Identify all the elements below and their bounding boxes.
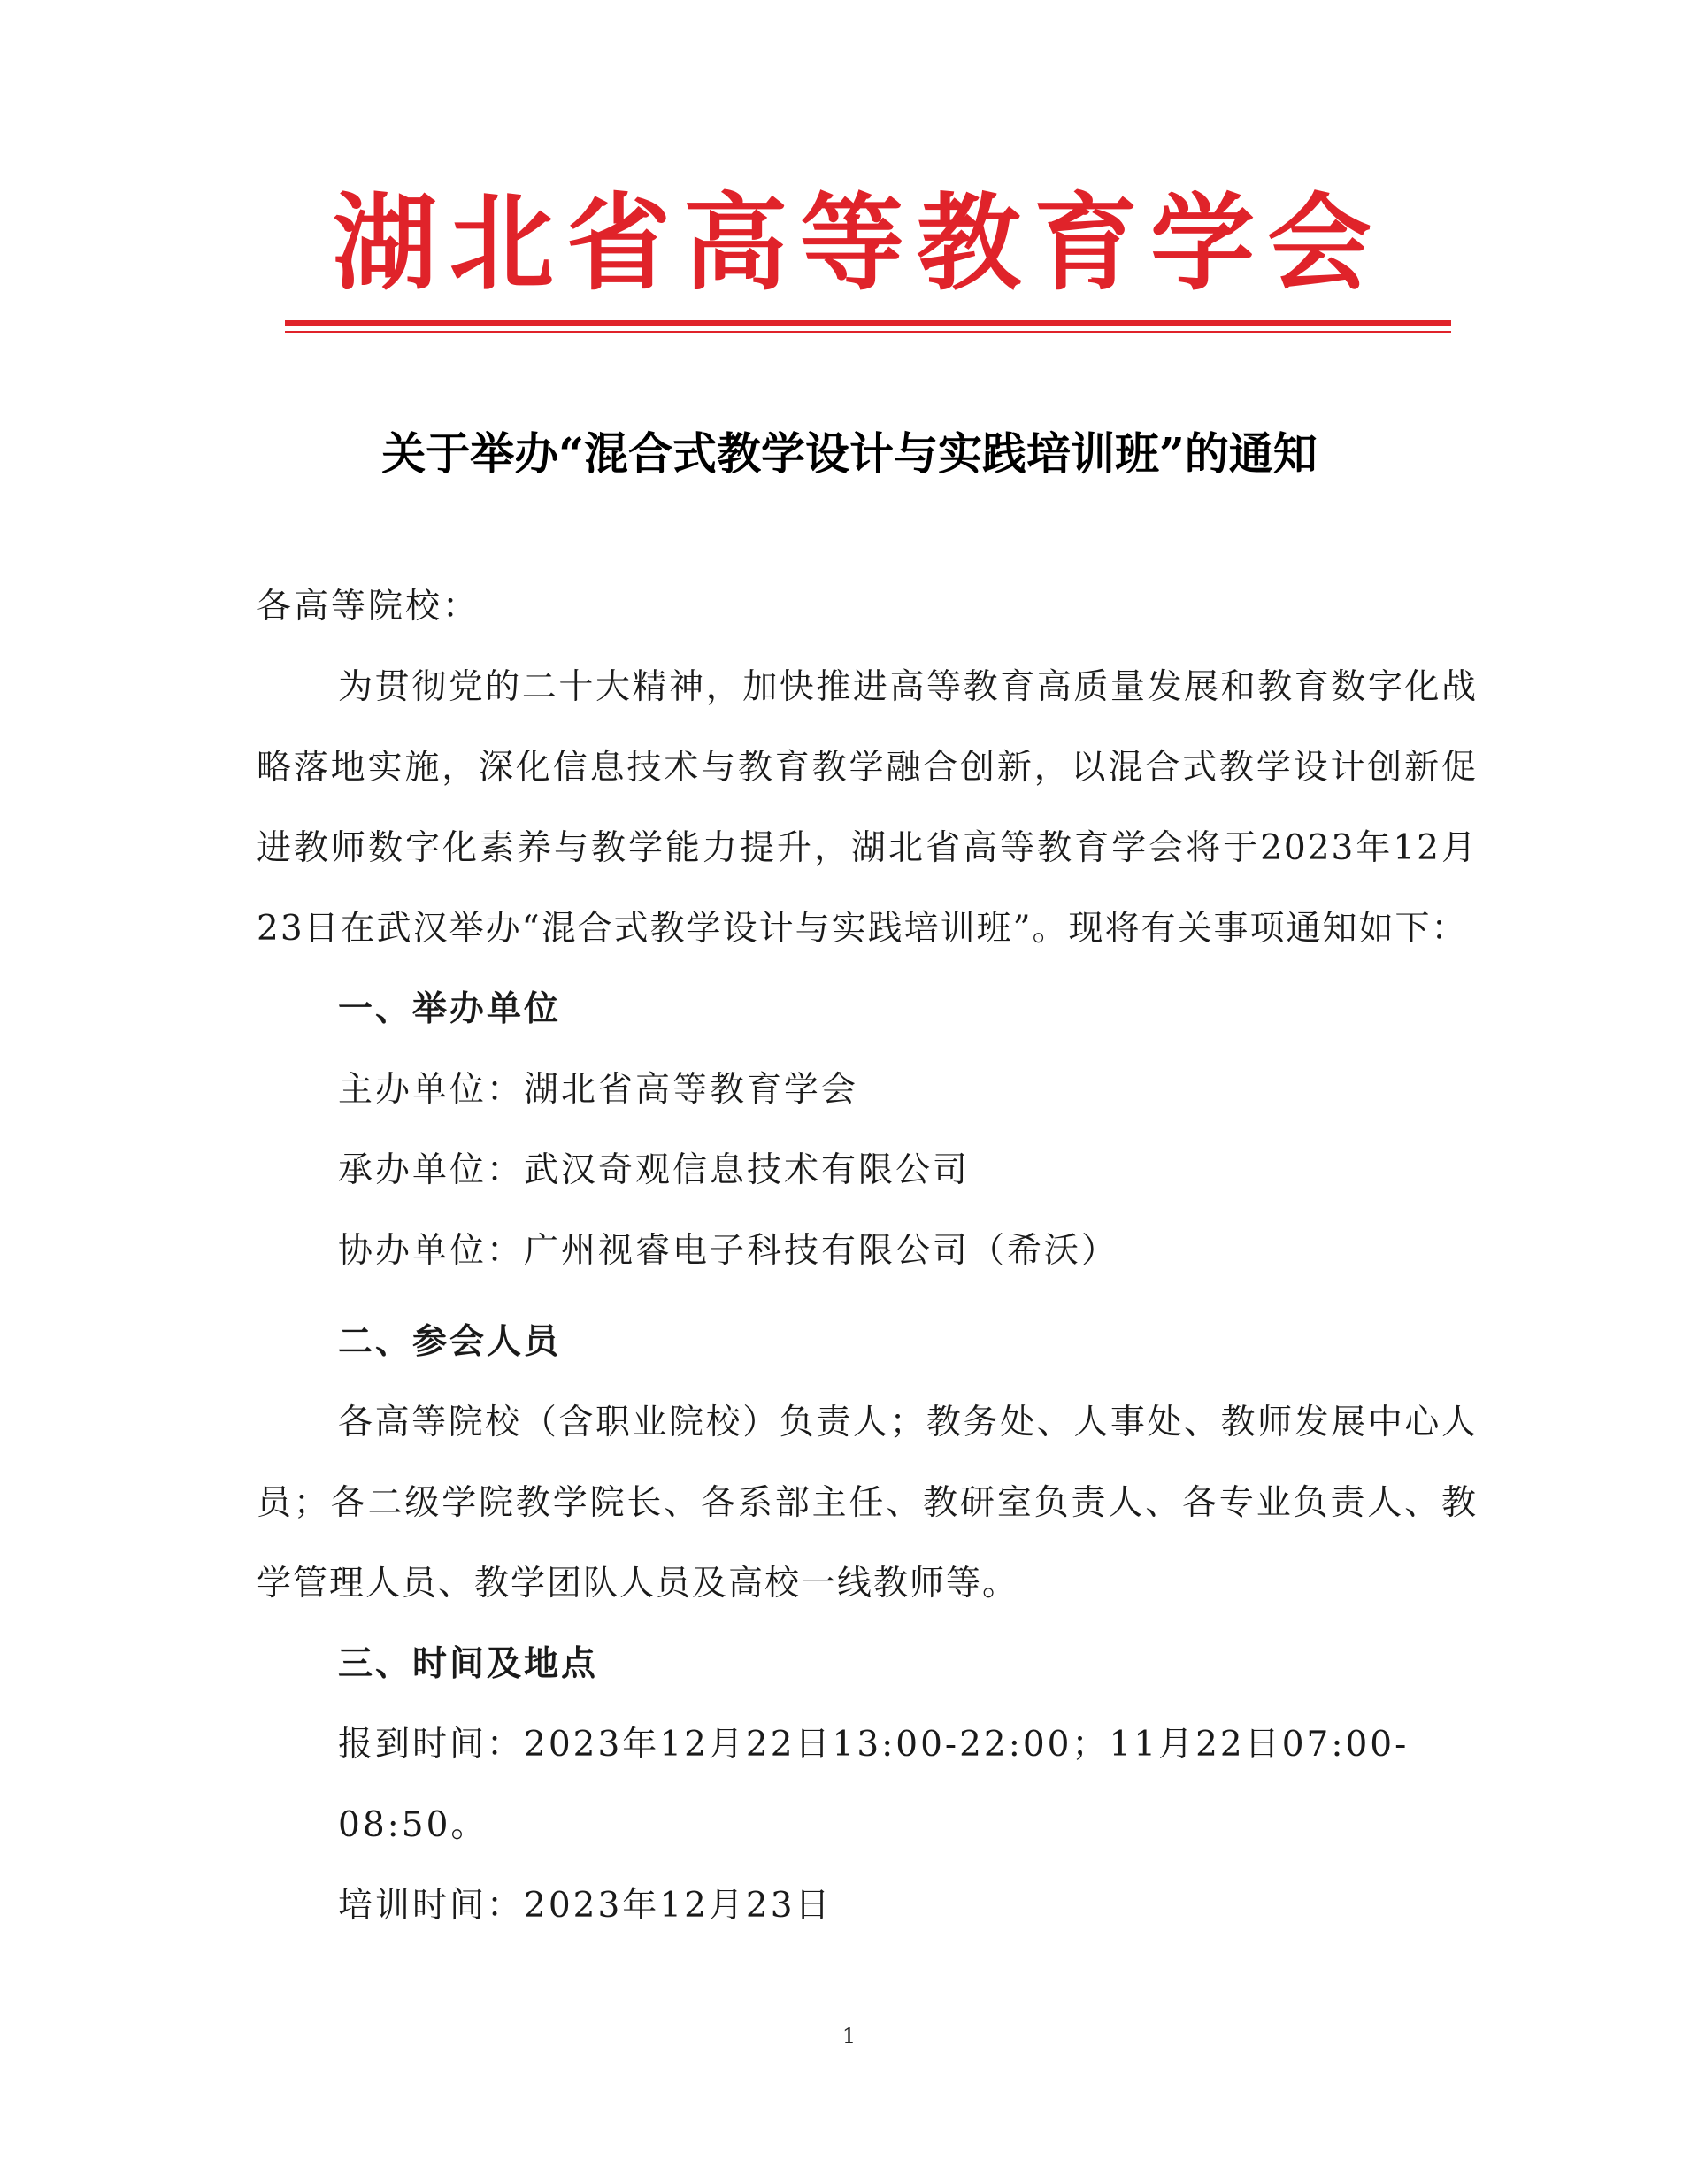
letterhead-rule-thick	[285, 320, 1451, 326]
letterhead-rule-thin	[285, 331, 1451, 333]
document-title: 关于举办“混合式教学设计与实践培训班”的通知	[381, 427, 1318, 480]
host-unit: 主办单位：湖北省高等教育学会	[338, 1070, 859, 1110]
training-time: 培训时间：2023年12月23日	[338, 1886, 833, 1926]
letterhead-org-name: 湖北省高等教育学会	[332, 181, 1384, 304]
section-heading-time-place: 三、时间及地点	[338, 1643, 599, 1684]
registration-time: 报到时间：2023年12月22日13:00-22:00；11月22日07:00-08:50。	[338, 1725, 1410, 1845]
section-heading-organizers: 一、举办单位	[338, 988, 562, 1029]
participants-paragraph: 各高等院校（含职业院校）负责人；教务处、人事处、教师发展中心人员；各二级学院教学院长、各系部主任、教研室负责人、各专业负责人、教学管理人员、教学团队人员及高校一线教师等。	[257, 1403, 1478, 1603]
undertaker-unit: 承办单位：武汉奇观信息技术有限公司	[338, 1150, 971, 1190]
co-organizer-unit: 协办单位：广州视睿电子科技有限公司（希沃）	[338, 1231, 1119, 1271]
document-body	[257, 566, 1478, 1946]
page-number: 1	[841, 2024, 857, 2049]
intro-paragraph: 为贯彻党的二十大精神，加快推进高等教育高质量发展和教育数字化战略落地实施，深化信息技术与教育教学融合创新，以混合式教学设计创新促进教师数字化素养与教学能力提升，湖北省高等教育学会将于2023年12月23日在武汉举办“混合式教学设计与实践培训班”。现将有关事项通知如下：	[257, 667, 1478, 949]
greeting: 各高等院校：	[257, 587, 480, 627]
section-heading-participants: 二、参会人员	[338, 1321, 562, 1362]
